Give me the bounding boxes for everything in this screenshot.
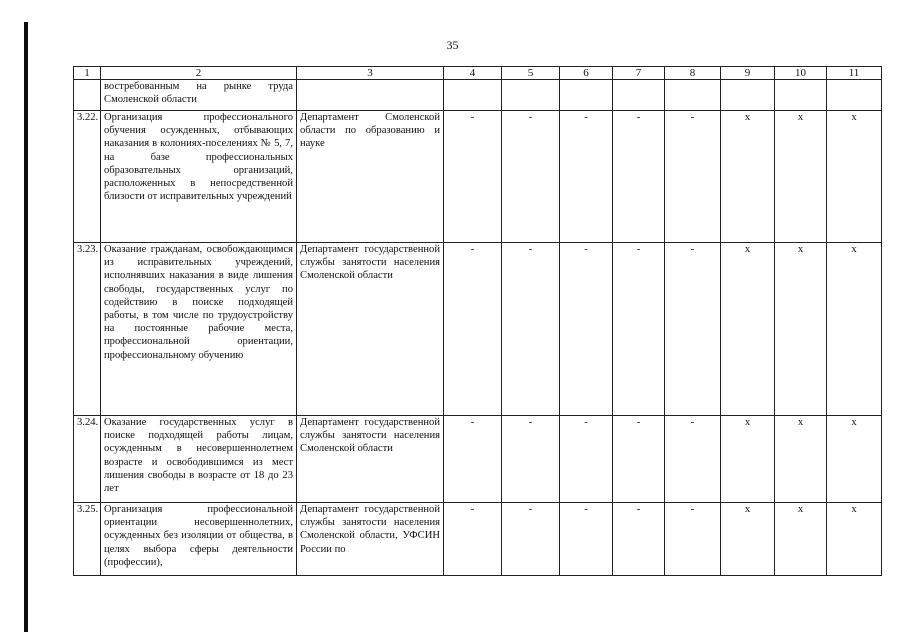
value-cell: x <box>775 503 827 576</box>
header-cell: 10 <box>775 67 827 80</box>
value-cell: - <box>613 243 665 416</box>
scan-edge-bar <box>24 22 28 632</box>
table-row-continuation <box>74 80 882 111</box>
value-cell: - <box>502 503 560 576</box>
row-number-cell: 3.25. <box>74 503 101 576</box>
measure-cell: Оказание гражданам, освобождающимся из исправительных учреждений, исполнявших наказания в виде лишения свободы, государственных услуг по содействию в поиске подходящей работы, в том числе по трудоустройству на постоянные рабочие места, профессиональной ориентации, профессиональному обучению <box>101 243 297 416</box>
value-cell: - <box>444 243 502 416</box>
value-cell: x <box>827 243 882 416</box>
row-number-cell <box>74 80 101 111</box>
value-cell <box>560 80 613 111</box>
value-cell: - <box>502 243 560 416</box>
value-cell: - <box>613 503 665 576</box>
value-cell: - <box>613 111 665 243</box>
table-header-row <box>74 67 882 80</box>
header-cell: 1 <box>74 67 101 80</box>
measures-table <box>73 66 882 576</box>
header-cell: 6 <box>560 67 613 80</box>
value-cell: x <box>827 111 882 243</box>
measure-cell: Оказание государственных услуг в поиске подходящей работы лицам, осужденным в несовершеннолетнем возрасте и освободившимся из мест лишения свободы в возрасте от 18 до 23 лет <box>101 416 297 503</box>
value-cell: - <box>560 111 613 243</box>
value-cell <box>444 80 502 111</box>
value-cell: - <box>444 503 502 576</box>
value-cell: - <box>665 243 721 416</box>
row-number-cell: 3.23. <box>74 243 101 416</box>
value-cell: - <box>444 416 502 503</box>
table-row <box>74 111 882 243</box>
table-row <box>74 416 882 503</box>
page-number: 35 <box>446 38 459 52</box>
header-cell: 7 <box>613 67 665 80</box>
value-cell <box>775 80 827 111</box>
header-cell: 2 <box>101 67 297 80</box>
executor-cell: Департамент Смоленской области по образованию и науке <box>297 111 444 243</box>
measure-cell: Организация профессиональной ориентации несовершеннолетних, осужденных без изоляции от общества, в целях выбора сферы деятельности (профессии), <box>101 503 297 576</box>
value-cell: x <box>775 111 827 243</box>
executor-cell: Департамент государственной службы занятости населения Смоленской области <box>297 243 444 416</box>
header-cell: 8 <box>665 67 721 80</box>
executor-cell <box>297 80 444 111</box>
header-cell: 3 <box>297 67 444 80</box>
value-cell <box>502 80 560 111</box>
value-cell: - <box>560 243 613 416</box>
header-cell: 11 <box>827 67 882 80</box>
value-cell <box>721 80 775 111</box>
table-row <box>74 503 882 576</box>
value-cell: - <box>665 503 721 576</box>
value-cell: - <box>560 503 613 576</box>
value-cell: - <box>665 416 721 503</box>
value-cell: - <box>613 416 665 503</box>
row-number-cell: 3.24. <box>74 416 101 503</box>
executor-cell: Департамент государственной службы занятости населения Смоленской области, УФСИН России по <box>297 503 444 576</box>
value-cell: x <box>721 503 775 576</box>
value-cell: - <box>444 111 502 243</box>
row-number-cell: 3.22. <box>74 111 101 243</box>
value-cell <box>613 80 665 111</box>
value-cell: x <box>827 416 882 503</box>
value-cell: x <box>775 416 827 503</box>
value-cell: x <box>721 416 775 503</box>
measure-cell: востребованным на рынке труда Смоленской области <box>101 80 297 111</box>
value-cell <box>827 80 882 111</box>
measure-cell: Организация профессионального обучения осужденных, отбывающих наказания в колониях-поселениях № 5, 7, на базе профессиональных образовательных организаций, расположенных в непосредственной близости от исправительных учреждений <box>101 111 297 243</box>
value-cell: - <box>560 416 613 503</box>
value-cell: x <box>775 243 827 416</box>
header-cell: 9 <box>721 67 775 80</box>
table-row <box>74 243 882 416</box>
executor-cell: Департамент государственной службы занятости населения Смоленской области <box>297 416 444 503</box>
value-cell: x <box>827 503 882 576</box>
value-cell: - <box>502 111 560 243</box>
header-cell: 4 <box>444 67 502 80</box>
header-cell: 5 <box>502 67 560 80</box>
value-cell: x <box>721 243 775 416</box>
value-cell <box>665 80 721 111</box>
value-cell: - <box>665 111 721 243</box>
value-cell: x <box>721 111 775 243</box>
value-cell: - <box>502 416 560 503</box>
